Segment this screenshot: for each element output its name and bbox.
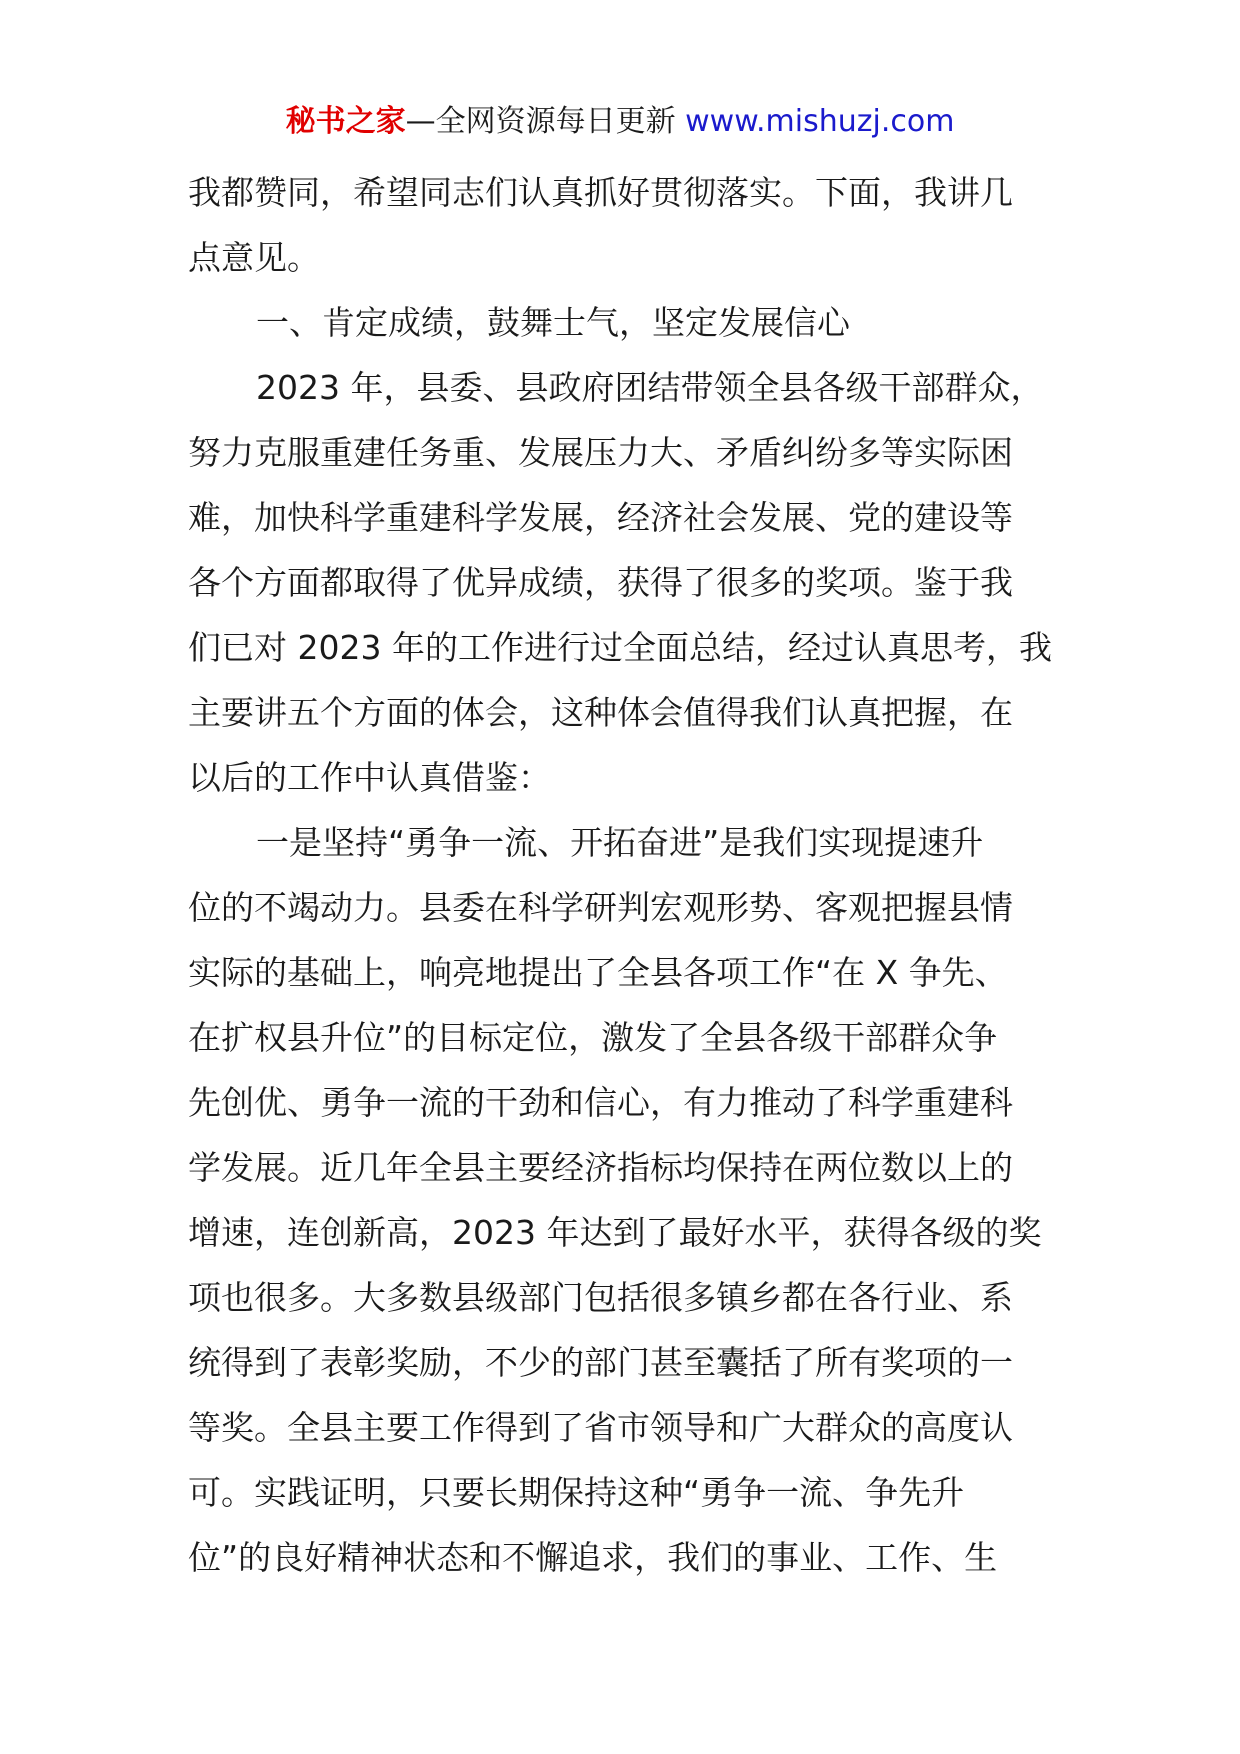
text-line: 先创优、勇争一流的干劲和信心，有力推动了科学重建科 (188, 1083, 1013, 1122)
text-line: 学发展。近几年全县主要经济指标均保持在两位数以上的 (188, 1148, 1013, 1187)
text-line: 项也很多。大多数县级部门包括很多镇乡都在各行业、系 (188, 1278, 1013, 1317)
text-line: 难，加快科学重建科学发展，经济社会发展、党的建设等 (188, 498, 1013, 537)
brand-name: 秘书之家 (285, 104, 406, 139)
text-line: 在扩权县升位”的目标定位，激发了全县各级干部群众争 (188, 1018, 998, 1057)
text-line: 点意见。 (188, 238, 320, 277)
text-line: 可。实践证明，只要长期保持这种“勇争一流、争先升 (188, 1473, 965, 1512)
header-tagline: —全网资源每日更新 (405, 104, 686, 139)
text-line: 以后的工作中认真借鉴： (188, 758, 551, 797)
page-header (0, 100, 1240, 144)
text-line: 增速，连创新高，2023 年达到了最好水平，获得各级的奖 (188, 1213, 1042, 1252)
text-line: 我都赞同，希望同志们认真抓好贯彻落实。下面，我讲几 (188, 173, 1013, 212)
text-line: 统得到了表彰奖励，不少的部门甚至囊括了所有奖项的一 (188, 1343, 1013, 1382)
text-line: 实际的基础上，响亮地提出了全县各项工作“在 X 争先、 (188, 953, 1008, 992)
text-line: 努力克服重建任务重、发展压力大、矛盾纠纷多等实际困 (188, 433, 1013, 472)
document-body (188, 160, 1058, 1590)
text-line: 们已对 2023 年的工作进行过全面总结，经过认真思考，我 (188, 628, 1052, 667)
text-line: 2023 年，县委、县政府团结带领全县各级干部群众， (256, 368, 1044, 407)
text-line: 各个方面都取得了优异成绩，获得了很多的奖项。鉴于我 (188, 563, 1013, 602)
text-line: 位”的良好精神状态和不懈追求，我们的事业、工作、生 (188, 1538, 998, 1577)
text-line: 主要讲五个方面的体会，这种体会值得我们认真把握，在 (188, 693, 1013, 732)
text-line: 等奖。全县主要工作得到了省市领导和广大群众的高度认 (188, 1408, 1013, 1447)
text-line: 一、肯定成绩，鼓舞士气，坚定发展信心 (256, 303, 850, 342)
site-url-link[interactable]: www.mishuzj.com (685, 104, 955, 139)
text-line: 位的不竭动力。县委在科学研判宏观形势、客观把握县情 (188, 888, 1013, 927)
text-line: 一是坚持“勇争一流、开拓奋进”是我们实现提速升 (256, 823, 984, 862)
